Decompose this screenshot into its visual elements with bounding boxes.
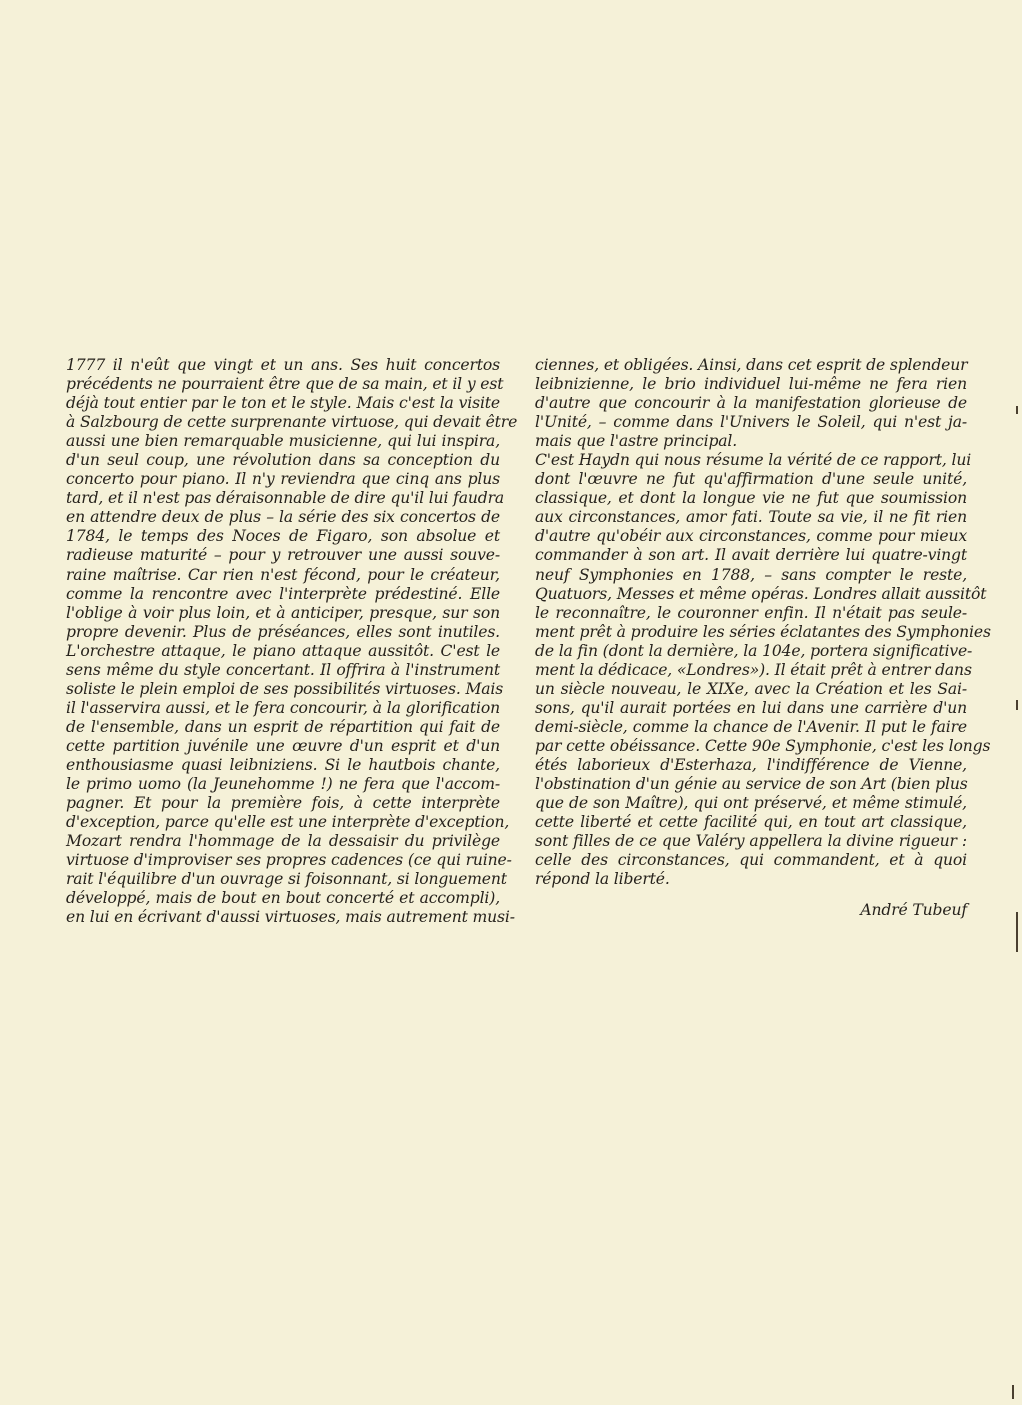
- text-line: Mozart rendra l'hommage de la dessaisir du privilège: [66, 832, 500, 851]
- right-text-column: [535, 356, 991, 920]
- text-line: d'autre qu'obéir aux circonstances, comme pour mieux: [535, 527, 967, 546]
- text-line: d'autre que concourir à la manifestation glorieuse de: [535, 394, 967, 413]
- text-line: rait l'équilibre d'un ouvrage si foisonnant, si longuement: [66, 870, 507, 889]
- text-line: classique, et dont la longue vie ne fut que soumission: [535, 489, 967, 508]
- text-line: 1777 il n'eût que vingt et un ans. Ses huit concertos: [66, 356, 500, 374]
- text-line: étés laborieux d'Esterhaza, l'indifférence de Vienne,: [535, 755, 967, 774]
- text-line: dont l'œuvre ne fut qu'affirmation d'une seule unité,: [535, 470, 967, 489]
- text-line: le reconnaître, le couronner enfin. Il n'était pas seule-: [535, 603, 967, 622]
- text-line: aussi une bien remarquable musicienne, qui lui inspira,: [66, 432, 500, 451]
- text-line: commander à son art. Il avait derrière lui quatre-vingt: [535, 546, 967, 565]
- text-line: 1784, le temps des Noces de Figaro, son absolue et: [66, 527, 500, 546]
- text-line: déjà tout entier par le ton et le style. Mais c'est la visite: [66, 394, 500, 413]
- text-line: il l'asservira aussi, et le fera concourir, à la glorification: [66, 698, 500, 717]
- text-line: C'est Haydn qui nous résume la vérité de ce rapport, lui: [535, 451, 972, 470]
- left-text-column: [66, 356, 518, 927]
- text-line: virtuose d'improviser ses propres cadences (ce qui ruine-: [66, 851, 512, 870]
- text-line: raine maîtrise. Car rien n'est fécond, pour le créateur,: [66, 565, 500, 584]
- text-line: développé, mais de bout en bout concerté et accompli),: [66, 889, 500, 908]
- page-edge-mark: [1012, 1385, 1014, 1399]
- text-line: d'un seul coup, une révolution dans sa conception du: [66, 451, 500, 470]
- text-line: concerto pour piano. Il n'y reviendra que cinq ans plus: [66, 470, 500, 489]
- text-line: propre devenir. Plus de préséances, elles sont inutiles.: [66, 622, 500, 641]
- text-line: ment la dédicace, «Londres»). Il était prêt à entrer dans: [535, 660, 972, 679]
- page-edge-mark: [1016, 406, 1018, 414]
- text-line: aux circonstances, amor fati. Toute sa vie, il ne fit rien: [535, 508, 967, 527]
- text-line: radieuse maturité – pour y retrouver une aussi souve-: [66, 546, 500, 565]
- text-line: que de son Maître), qui ont préservé, et même stimulé,: [535, 794, 967, 813]
- text-line: leibnizienne, le brio individuel lui-même ne fera rien: [535, 375, 967, 394]
- text-line: mais que l'astre principal.: [535, 432, 738, 451]
- text-line: sons, qu'il aurait portées en lui dans une carrière d'un: [535, 698, 967, 717]
- text-line: neuf Symphonies en 1788, – sans compter le reste,: [535, 565, 967, 584]
- text-line: ment prêt à produire les séries éclatantes des Symphonies: [535, 622, 991, 641]
- text-line: tard, et il n'est pas déraisonnable de dire qu'il lui faudra: [66, 489, 505, 508]
- text-line: l'Unité, – comme dans l'Univers le Soleil, qui n'est ja-: [535, 413, 967, 432]
- text-line: ciennes, et obligées. Ainsi, dans cet esprit de splendeur: [535, 356, 968, 374]
- text-line: le primo uomo (la Jeunehomme !) ne fera que l'accom-: [66, 775, 500, 794]
- text-line: l'obstination d'un génie au service de son Art (bien plus: [535, 775, 968, 794]
- text-line: d'exception, parce qu'elle est une interprète d'exception,: [66, 813, 510, 832]
- text-line: pagner. Et pour la première fois, à cette interprète: [66, 794, 500, 813]
- text-line: répond la liberté.: [535, 870, 670, 889]
- text-line: en attendre deux de plus – la série des six concertos de: [66, 508, 500, 527]
- text-line: sens même du style concertant. Il offrira à l'instrument: [66, 660, 500, 679]
- text-line: l'oblige à voir plus loin, et à anticiper, presque, sur son: [66, 603, 500, 622]
- page-edge-mark: [1016, 700, 1018, 710]
- text-line: soliste le plein emploi de ses possibilités virtuoses. Mais: [66, 679, 504, 698]
- text-line: demi-siècle, comme la chance de l'Avenir. Il put le faire: [535, 717, 967, 736]
- text-line: celle des circonstances, qui commandent, et à quoi: [535, 851, 967, 870]
- text-line: en lui en écrivant d'aussi virtuoses, mais autrement musi-: [66, 908, 515, 927]
- text-line: par cette obéissance. Cette 90e Symphonie, c'est les longs: [535, 736, 991, 755]
- text-line: un siècle nouveau, le XIXe, avec la Création et les Sai-: [535, 679, 967, 698]
- text-line: sont filles de ce que Valéry appellera la divine rigueur :: [535, 832, 967, 851]
- text-line: Quatuors, Messes et même opéras. Londres allait aussitôt: [535, 584, 987, 603]
- page-edge-mark: [1016, 912, 1018, 952]
- text-line: cette partition juvénile une œuvre d'un esprit et d'un: [66, 736, 500, 755]
- author-signature: André Tubeuf: [860, 901, 967, 920]
- text-line: cette liberté et cette facilité qui, en tout art classique,: [535, 813, 967, 832]
- text-line: comme la rencontre avec l'interprète prédestiné. Elle: [66, 584, 500, 603]
- text-line: de l'ensemble, dans un esprit de répartition qui fait de: [66, 717, 500, 736]
- text-line: précédents ne pourraient être que de sa main, et il y est: [66, 375, 504, 394]
- text-line: à Salzbourg de cette surprenante virtuose, qui devait être: [66, 413, 518, 432]
- text-line: enthousiasme quasi leibniziens. Si le hautbois chante,: [66, 755, 500, 774]
- text-line: de la fin (dont la dernière, la 104e, portera significative-: [535, 641, 973, 660]
- text-line: L'orchestre attaque, le piano attaque aussitôt. C'est le: [66, 641, 500, 660]
